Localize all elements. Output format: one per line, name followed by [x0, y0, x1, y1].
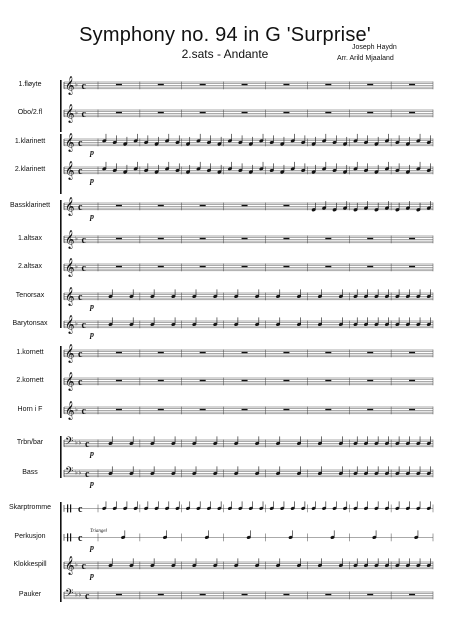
staff — [64, 264, 433, 271]
whole-rest — [242, 112, 248, 114]
treble-clef-icon: 𝄞 — [65, 555, 75, 575]
system-bracket — [60, 80, 62, 132]
percussion-clef-icon — [67, 533, 68, 541]
dynamic-marking: p — [90, 542, 94, 552]
flat-icon: ♭ — [75, 439, 78, 447]
dynamic-marking: p — [90, 448, 94, 458]
staff — [64, 236, 433, 243]
whole-rest — [367, 352, 373, 354]
instrument-name: 2.altsax — [17, 263, 43, 271]
bass-clef-icon: 𝄢 — [65, 435, 74, 451]
treble-clef-icon: 𝄞 — [65, 371, 75, 391]
time-signature: c — [81, 234, 86, 246]
whole-rest — [242, 205, 248, 207]
staff — [64, 110, 433, 117]
instrument-name: Trbn/bar — [16, 439, 44, 447]
whole-rest — [116, 380, 122, 382]
whole-rest — [158, 205, 164, 207]
whole-rest — [367, 112, 373, 114]
system-bracket — [60, 134, 62, 194]
time-signature: c — [85, 468, 90, 480]
flat-icon: ♭ — [75, 81, 78, 89]
page-subtitle: 2.sats - Andante — [181, 47, 269, 61]
time-signature: c — [78, 348, 83, 360]
whole-rest — [116, 112, 122, 114]
flat-icon: ♭ — [75, 406, 78, 414]
flat-icon: ♭ — [78, 439, 82, 447]
instrument-name: 2.klarinett — [14, 166, 46, 174]
system-bracket — [60, 502, 62, 602]
whole-rest — [200, 594, 206, 596]
dynamic-marking: p — [90, 147, 94, 157]
whole-rest — [200, 238, 206, 240]
treble-clef-icon: 𝄞 — [65, 400, 75, 420]
whole-rest — [200, 266, 206, 268]
flat-icon: ♭ — [75, 469, 78, 477]
whole-rest — [242, 594, 248, 596]
treble-clef-icon: 𝄞 — [65, 75, 75, 95]
whole-rest — [158, 238, 164, 240]
whole-rest — [242, 380, 248, 382]
whole-rest — [409, 594, 415, 596]
whole-rest — [158, 352, 164, 354]
whole-rest — [158, 112, 164, 114]
whole-rest — [200, 380, 206, 382]
whole-rest — [325, 112, 331, 114]
time-signature: c — [78, 532, 83, 544]
time-signature: c — [78, 201, 83, 213]
whole-rest — [200, 352, 206, 354]
flat-icon: ♭ — [75, 561, 78, 569]
whole-rest — [367, 266, 373, 268]
dynamic-marking: p — [90, 301, 94, 311]
whole-rest — [367, 84, 373, 86]
whole-rest — [116, 352, 122, 354]
performance-marking: Triangel — [90, 529, 107, 534]
time-signature: c — [78, 376, 83, 388]
time-signature: c — [81, 262, 86, 274]
whole-rest — [158, 594, 164, 596]
whole-rest — [409, 112, 415, 114]
staff — [64, 378, 433, 385]
instrument-name: Pauker — [18, 591, 42, 599]
treble-clef-icon: 𝄞 — [65, 103, 75, 123]
time-signature: c — [78, 165, 83, 177]
whole-rest — [283, 352, 289, 354]
page-title: Symphony no. 94 in G 'Surprise' — [79, 24, 371, 46]
whole-rest — [116, 594, 122, 596]
dynamic-marking: p — [90, 570, 94, 580]
whole-rest — [283, 409, 289, 411]
whole-rest — [325, 594, 331, 596]
whole-rest — [158, 409, 164, 411]
instrument-name: Horn i F — [17, 406, 43, 414]
instrument-name: Perkusjon — [14, 533, 46, 541]
whole-rest — [283, 380, 289, 382]
flat-icon: ♭ — [75, 109, 78, 117]
dynamic-marking: p — [90, 211, 94, 221]
whole-rest — [409, 352, 415, 354]
whole-rest — [325, 238, 331, 240]
whole-rest — [367, 238, 373, 240]
instrument-name: 2.kornett — [16, 377, 44, 385]
treble-clef-icon: 𝄞 — [65, 286, 75, 306]
whole-rest — [158, 380, 164, 382]
whole-rest — [409, 380, 415, 382]
percussion-clef-icon — [70, 533, 71, 541]
whole-rest — [325, 352, 331, 354]
system-bracket — [60, 436, 62, 478]
treble-clef-icon: 𝄞 — [65, 160, 75, 180]
whole-rest — [200, 84, 206, 86]
time-signature: c — [85, 590, 90, 602]
whole-rest — [116, 205, 122, 207]
whole-rest — [200, 112, 206, 114]
system-bracket — [60, 200, 62, 328]
instrument-name: Barytonsax — [12, 320, 48, 328]
whole-rest — [242, 84, 248, 86]
whole-rest — [242, 352, 248, 354]
whole-rest — [158, 266, 164, 268]
whole-rest — [409, 409, 415, 411]
treble-clef-icon: 𝄞 — [65, 257, 75, 277]
dynamic-marking: p — [90, 329, 94, 339]
instrument-name: Skarptromme — [8, 504, 51, 512]
treble-clef-icon: 𝄞 — [65, 196, 75, 216]
dynamic-marking: p — [90, 478, 94, 488]
whole-rest — [409, 266, 415, 268]
whole-rest — [367, 409, 373, 411]
percussion-clef-icon — [70, 504, 71, 512]
time-signature: c — [81, 80, 86, 92]
whole-rest — [325, 409, 331, 411]
instrument-name: Klokkespill — [13, 561, 47, 569]
whole-rest — [200, 205, 206, 207]
whole-rest — [283, 84, 289, 86]
whole-rest — [367, 594, 373, 596]
instrument-name: Obo/2.fl — [17, 109, 43, 117]
bass-clef-icon: 𝄢 — [65, 587, 74, 603]
treble-clef-icon: 𝄞 — [65, 132, 75, 152]
staff — [64, 82, 433, 89]
whole-rest — [283, 205, 289, 207]
time-signature: c — [81, 560, 86, 572]
time-signature: c — [78, 137, 83, 149]
flat-icon: ♭ — [78, 469, 82, 477]
whole-rest — [242, 266, 248, 268]
system-bracket — [60, 346, 62, 418]
whole-rest — [116, 238, 122, 240]
flat-icon: ♭ — [75, 320, 78, 328]
whole-rest — [283, 266, 289, 268]
instrument-name: 1.altsax — [17, 235, 43, 243]
whole-rest — [116, 266, 122, 268]
bass-clef-icon: 𝄢 — [65, 465, 74, 481]
time-signature: c — [81, 108, 86, 120]
instrument-name: Bass — [22, 469, 38, 477]
time-signature: c — [78, 291, 83, 303]
flat-icon: ♭ — [75, 591, 78, 599]
staff — [64, 592, 433, 599]
instrument-name: Bassklarinett — [9, 202, 51, 210]
composer-credit: Joseph Haydn — [352, 44, 397, 51]
whole-rest — [409, 238, 415, 240]
whole-rest — [116, 84, 122, 86]
whole-rest — [283, 594, 289, 596]
whole-rest — [200, 409, 206, 411]
flat-icon: ♭ — [75, 235, 78, 243]
treble-clef-icon: 𝄞 — [65, 343, 75, 363]
treble-clef-icon: 𝄞 — [65, 314, 75, 334]
whole-rest — [409, 84, 415, 86]
percussion-clef-icon — [67, 504, 68, 512]
instrument-name: Tenorsax — [15, 292, 45, 300]
whole-rest — [242, 409, 248, 411]
time-signature: c — [78, 503, 83, 515]
staff — [64, 350, 433, 357]
whole-rest — [242, 238, 248, 240]
whole-rest — [116, 409, 122, 411]
time-signature: c — [85, 438, 90, 450]
whole-rest — [283, 112, 289, 114]
dynamic-marking: p — [90, 175, 94, 185]
instrument-name: 1.kornett — [16, 349, 44, 357]
arranger-credit: Arr. Arild Mjaaland — [337, 55, 394, 62]
whole-rest — [325, 84, 331, 86]
instrument-name: 1.klarinett — [14, 138, 46, 146]
whole-rest — [283, 238, 289, 240]
staff — [64, 407, 433, 414]
flat-icon: ♭ — [75, 263, 78, 271]
flat-icon: ♭ — [78, 591, 82, 599]
time-signature: c — [81, 405, 86, 417]
whole-rest — [367, 380, 373, 382]
whole-rest — [325, 380, 331, 382]
whole-rest — [158, 84, 164, 86]
whole-rest — [325, 266, 331, 268]
instrument-name: 1.fløyte — [18, 81, 42, 89]
time-signature: c — [81, 319, 86, 331]
treble-clef-icon: 𝄞 — [65, 229, 75, 249]
